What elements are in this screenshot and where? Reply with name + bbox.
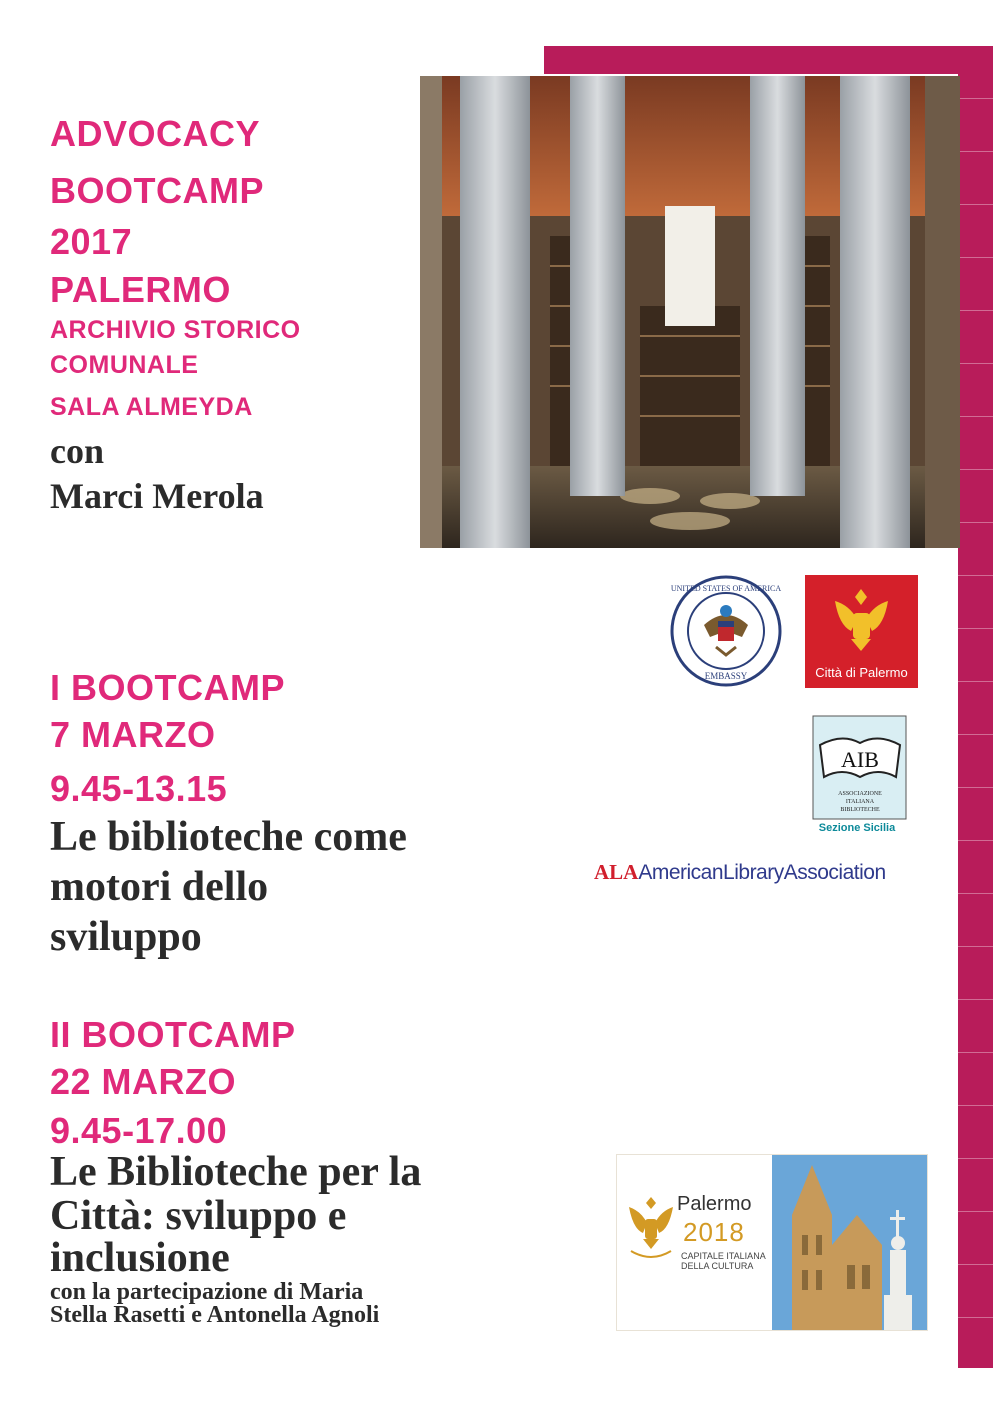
citta-di-palermo-logo — [805, 575, 918, 688]
bootcamp1-topic-line-1: Le biblioteche come — [50, 814, 407, 860]
bootcamp1-topic-line-2: motori dello — [50, 864, 269, 910]
bootcamp2-heading: II BOOTCAMP — [50, 1014, 296, 1055]
aib-logo — [812, 715, 907, 820]
title-line-3: 2017 — [50, 221, 133, 262]
bootcamp1-topic-line-3: sviluppo — [50, 914, 202, 960]
title-line-1: ADVOCACY — [50, 113, 261, 154]
bootcamp1-time: 9.45-13.15 — [50, 768, 228, 809]
right-frame-ticks — [958, 46, 993, 1368]
bootcamp2-time: 9.45-17.00 — [50, 1110, 228, 1151]
palermo-2018-caption — [681, 1251, 771, 1271]
aib-line-2: ITALIANA — [845, 799, 875, 805]
bootcamp2-topic-line-2: Città: sviluppo e — [50, 1193, 347, 1239]
palermo-2018-caption-line-1: CAPITALE ITALIANA — [681, 1251, 766, 1261]
venue-line-3: SALA ALMEYDA — [50, 393, 253, 421]
bootcamp2-topic-line-3: inclusione — [50, 1235, 230, 1281]
venue-line-1: ARCHIVIO STORICO — [50, 316, 301, 344]
aib-line-3: BIBLIOTECHE — [840, 807, 880, 813]
with-label: con — [50, 431, 104, 471]
bootcamp2-participants-line-2: Stella Rasetti e Antonella Agnoli — [50, 1302, 380, 1328]
bootcamp2-date: 22 MARZO — [50, 1061, 237, 1102]
cathedral-photo — [772, 1155, 927, 1330]
bootcamp1-heading: I BOOTCAMP — [50, 667, 285, 708]
palermo-city-label: Città di Palermo — [815, 665, 908, 680]
ala-logo — [594, 860, 886, 885]
bootcamp1-date: 7 MARZO — [50, 714, 216, 755]
palermo-2018-logo — [616, 1154, 928, 1331]
venue-line-2: COMUNALE — [50, 351, 199, 379]
top-frame-bar — [544, 46, 993, 74]
aib-letters: AIB — [841, 747, 879, 772]
palermo-2018-year: 2018 — [683, 1217, 745, 1247]
ala-abbr: ALA — [594, 860, 639, 884]
bootcamp2-topic-line-1: Le Biblioteche per la — [50, 1149, 422, 1195]
seal-top-text: UNITED STATES OF AMERICA — [670, 584, 782, 593]
speaker-name: Marci Merola — [50, 476, 264, 516]
seal-bottom-text: EMBASSY — [704, 671, 748, 681]
title-line-2: BOOTCAMP — [50, 170, 264, 211]
palermo-2018-word: Palermo — [677, 1193, 752, 1215]
title-line-4: PALERMO — [50, 269, 231, 310]
aib-line-1: ASSOCIAZIONE — [838, 791, 882, 797]
ala-name: AmericanLibraryAssociation — [638, 861, 886, 884]
palermo-2018-caption-line-2: DELLA CULTURA — [681, 1261, 754, 1271]
bootcamp2-participants-line-1: con la partecipazione di Maria — [50, 1279, 364, 1305]
us-embassy-seal-logo — [668, 575, 784, 687]
aib-section-label: Sezione Sicilia — [818, 822, 896, 834]
library-photo — [420, 76, 960, 548]
